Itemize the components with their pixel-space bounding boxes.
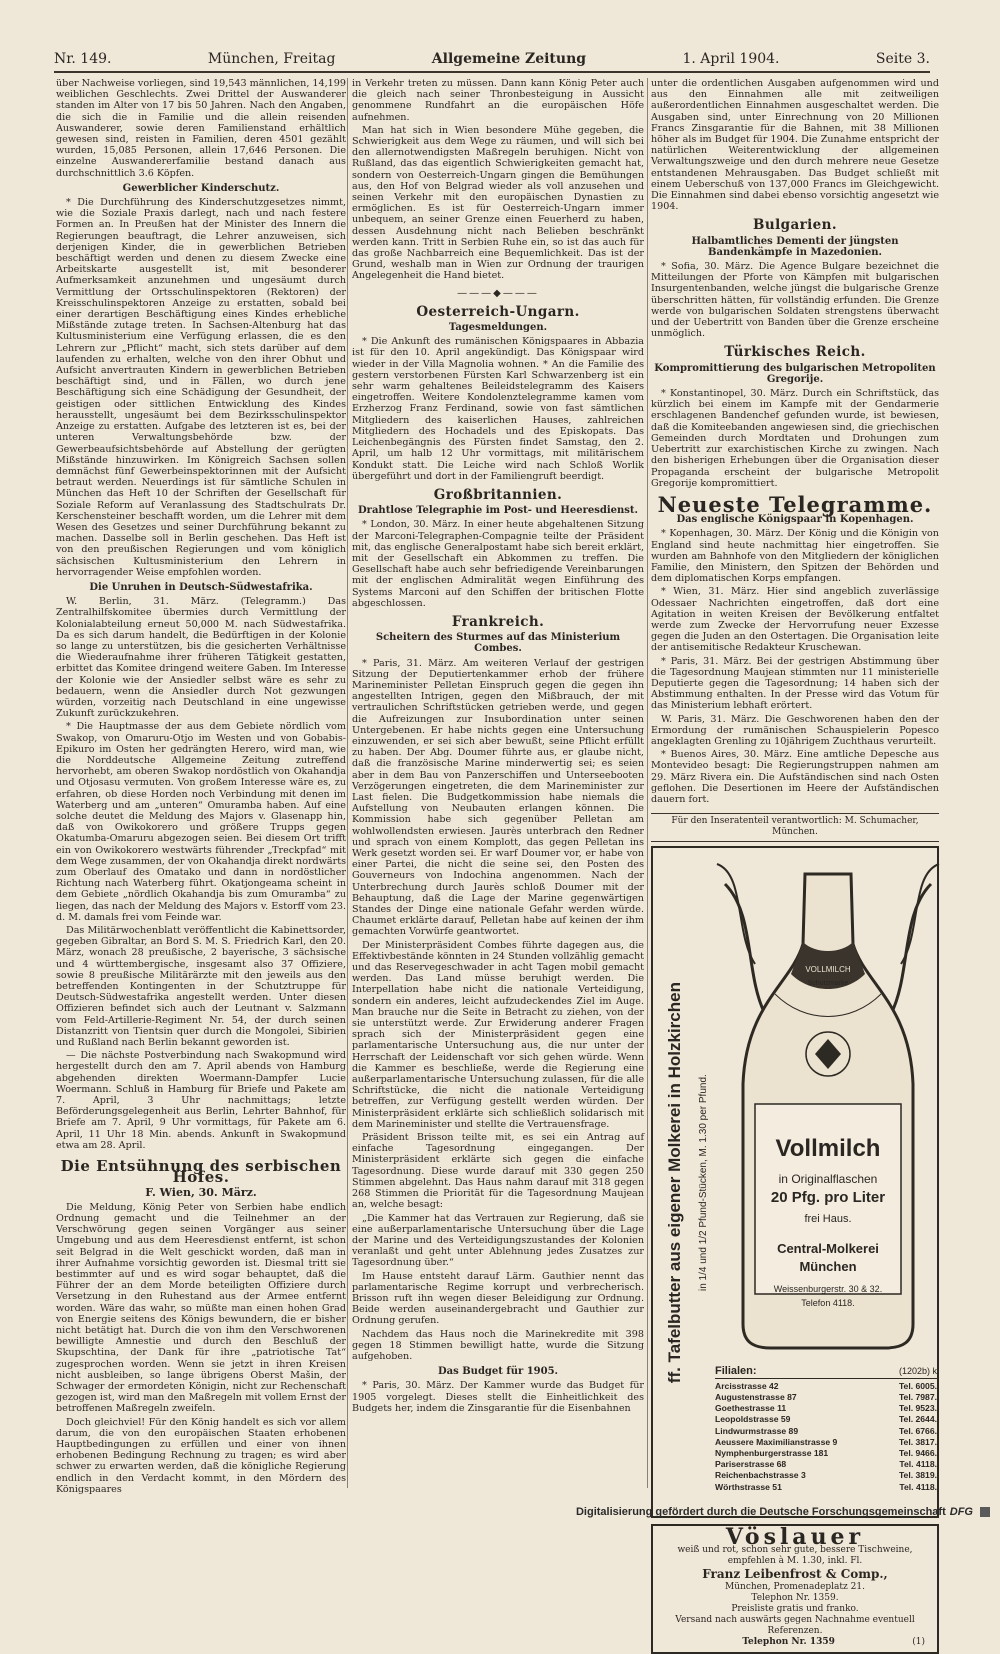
dateline: F. Wien, 30. März. bbox=[145, 1185, 257, 1199]
footer-logo: DFG bbox=[949, 1506, 973, 1518]
neck-label: VOLLMILCH bbox=[805, 964, 851, 974]
branch-title: Filialen: bbox=[715, 1364, 757, 1377]
article-paragraph: * Sofia, 30. März. Die Agence Bulgare bezeichnet die Mitteilungen der Pforte von Kämpfen mit bulgarischen Insurgentenbanden, welche jüngst die bulgarische Grenze überschritten hätten, für vollständig erfunden. Die Grenze werde von bulgarischen Soldaten strengstens überwacht und der Uebertritt von Banden über die Grenze erscheine unmöglich. bbox=[651, 261, 939, 340]
article-paragraph: „Die Kammer hat das Vertrauen zur Regierung, daß sie eine außerparlamentarische Untersuchung über die Lage der Marine und des Verteidigungszustandes der Kolonien veranlaßt und geht unter Ablehnung jedes Zusatzes zur Tagesordnung über.“ bbox=[352, 1212, 644, 1269]
advertising-notice: Für den Inseratenteil verantwortlich: M. Schumacher, München. bbox=[651, 813, 939, 841]
column-divider bbox=[647, 78, 648, 1488]
branch-street: Reichenbachstrasse 3 bbox=[715, 1470, 806, 1481]
column-divider bbox=[347, 78, 348, 1488]
milk-bottle-illustration bbox=[715, 854, 941, 1354]
column-1 bbox=[56, 78, 346, 1495]
branch-row bbox=[715, 1437, 937, 1448]
branch-tel: Tel. 2644. bbox=[898, 1414, 937, 1425]
article-paragraph: * Paris, 30. März. Der Kammer wurde das Budget für 1905 vorgelegt. Dieses stellt die Einheitlichkeit des Budgets her, indem die Zinsgarantie für die Eisenbahnen bbox=[352, 1380, 644, 1414]
branch-street: Nymphenburgerstrasse 181 bbox=[715, 1448, 829, 1459]
butter-ad-text: ff. Tafelbutter aus eigener Molkerei in Holzkirchen bbox=[665, 982, 685, 1384]
article-paragraph: Die Meldung, König Peter von Serbien habe endlich Ordnung gemacht und die Teilnehmer an der Verschwörung gegen seinen Vorgänger aus seiner Umgebung und aus dem Heeresdienst entfernt, ist schon seit Belgrad in die Welt geschickt worden, daß man in ihrer Aufnahme vorsichtig geworden ist. Diesmal tritt sie bestimmter auf und es wird sogar behauptet, daß die Führer der an dem Morde beteiligten Offiziere durch Versetzung in den Ruhestand aus der Armee entfernt worden. Wäre das wahr, so müßte man einen hohen Grad von Energie seitens des Königs bewundern, die er bisher nicht betätigt hat. Durch die von ihm den Verschworenen bewilligte Amnestie und durch den Beschluß der Skupschtina, der Dank für ihre „patriotische Tat“ zugesprochen worden. Wenn sie jetzt in ihren Kreisen nicht ausbleiben, so lange übrigens Oberst Mašin, der Schwager der ermordeten Königin, nicht zur Rechenschaft gezogen ist, wird man den Maßregeln mit vollem Ernst der betroffenen Maßregeln zweifeln. bbox=[56, 1201, 346, 1415]
wine-ad-title: Vöslauer bbox=[725, 1523, 865, 1550]
section-heading: Türkisches Reich. bbox=[724, 344, 866, 361]
article-paragraph: über Nachweise vorliegen, sind 19,543 männlichen, 14,199 weiblichen Geschlechts. Zwei Drittel der Auswanderer standen im Alter von 17 bis 50 Jahren. Nach den Angaben, die sich die in Familie und die allein reisenden Auswanderer, sowie deren Familienstand erhältlich gewesen sind, reisten in Familien, deren 4501 gezählt wurden, 15,085 Personen, allein 17,646 Personen. Die einzelne Auswandererfamilie bestand danach aus durchschnittlich 3.6 Köpfen. bbox=[56, 78, 346, 179]
company-name: Central-Molkerei bbox=[777, 1240, 879, 1256]
article-paragraph: Das Militärwochenblatt veröffentlicht die Kabinettsorder, gegeben Gibraltar, an Bord S. M. S. Friedrich Karl, den 20. März, wonach 28 preußische, 2 bayerische, 3 sächsische und 4 württembergische, insgesamt also 37 Offiziere, sowie 8 preußische Militärärzte mit den jeweils aus den betreffenden Kontingenten in der Schutztruppe für Deutsch-Südwestafrika angestellt werden. Unter diesen Offizieren befindet sich auch der Leutnant v. Salzmann vom Feld-Artillerie-Regiment Nr. 54, der durch seinen Distanzritt von Tientsin quer durch die Mongolei, Sibirien und Rußland nach Berlin bekannt geworden ist. bbox=[56, 925, 346, 1049]
subheading: Drahtlose Telegraphie im Post- und Heeresdienst. bbox=[358, 505, 638, 517]
branch-tel: Tel. 6005. bbox=[898, 1380, 937, 1391]
section-heading: Bulgarien. bbox=[753, 217, 837, 234]
wine-ad-line: weiß und rot, schon sehr gute, bessere Tischweine, empfehlen à M. 1.30, inkl. Fl. bbox=[677, 1544, 913, 1566]
branch-tel: Tel. 3817. bbox=[898, 1436, 937, 1447]
section-heading: Großbritannien. bbox=[433, 486, 563, 503]
wine-ad-line: München, Promenadeplatz 21. bbox=[725, 1582, 865, 1592]
branch-row bbox=[715, 1482, 937, 1493]
section-heading: Gewerblicher Kinderschutz. bbox=[122, 182, 280, 194]
branch-row bbox=[715, 1414, 937, 1425]
subheading: Das englische Königspaar in Kopenhagen. bbox=[676, 514, 914, 526]
milk-delivery: frei Haus. bbox=[804, 1212, 852, 1225]
article-paragraph: * London, 30. März. In einer heute abgehaltenen Sitzung der Marconi-Telegraphen-Compagnie teilte der Präsident mit, das englische Generalpostamt habe sich bereit erklärt, mit der Gesellschaft ein Abkommen zu treffen. Die Gesellschaft habe auch sehr befriedigende Vereinbarungen mit der englischen Admiralität wegen Einführung des Systems Marconi auf den Schiffen der britischen Flotte abgeschlossen. bbox=[352, 519, 644, 609]
company-city: München bbox=[799, 1258, 857, 1274]
section-heading: Neueste Telegramme. bbox=[657, 491, 933, 517]
branch-row bbox=[715, 1403, 937, 1414]
milk-advertisement bbox=[651, 846, 939, 1518]
milk-price: 20 Pfg. pro Liter bbox=[770, 1188, 886, 1206]
branch-street: Augustenstrasse 87 bbox=[715, 1392, 797, 1402]
article-paragraph: * Paris, 31. März. Am weiteren Verlauf der gestrigen Sitzung der Deputiertenkammer erhob der frühere Marineminister Pelletan Einspruch gegen die gegen ihn angestellten Intrigen, gegen den Mißbrauch, der mit vertraulichen Schriftstücken getrieben werde, und gegen die Aufreizungen zur Insubordination unter seinen Untergebenen. Er habe nichts gegen eine Untersuchung einzuwenden, er sei sich aber bewußt, seine Pflicht erfüllt zu haben. Der Abg. Doumer führte aus, er glaube nicht, daß die französische Marine minderwertig sei; es seien aber in dem Bau von Panzerschiffen und Unterseebooten Verzögerungen eingetreten, die dem Marineminister zur Last fielen. Die Budgetkommission habe niemals die Aufstellung von Neubauten erlangen können. Die Kommission habe sich gegenüber Pelletan am wohlwollendsten erwiesen. Jaurès unterbrach den Redner und sprach von einem Komplott, das gegen Pelletan ins Werk gesetzt worden sei. Er warf Doumer vor, er habe von einer Partei, die nicht die seine sei, den Posten des Gouverneurs von Indochina angenommen. Nach der Unterbrechung durch Jaurès schloß Doumer mit der Behauptung, daß die Lage der Marine gegenwärtigen Standes der Dinge eine nationale Gefahr werden würde. Chaumet erklärte darauf, Pelletan habe auf keinen der ihm gemachten Vorwürfe geantwortet. bbox=[352, 657, 644, 938]
wine-ad-code: (1) bbox=[912, 1637, 925, 1647]
branch-tel: Tel. 9466. bbox=[898, 1448, 937, 1459]
wine-ad-line: Preisliste gratis und franko. bbox=[731, 1604, 859, 1614]
issue-date: 1. April 1904. bbox=[682, 51, 780, 67]
city-day: München, Freitag bbox=[207, 51, 336, 67]
wine-ad-line: Telephon Nr. 1359. bbox=[751, 1593, 839, 1603]
article-paragraph: — Die nächste Postverbindung nach Swakopmund wird hergestellt durch den am 7. April abends von Hamburg abgehenden direkten Woermann-Dampfer Lucie Woermann. Schluß in Hamburg für Briefe und Pakete am 7. April, 3 Uhr nachmittags; letzte Beförderungsgelegenheit aus Berlin, Lehrter Bahnhof, für Briefe am 7. April, 9 Uhr vormittags, für Pakete am 6. April, 11 Uhr 18 Min. abends. Ankunft in Swakopmund etwa am 28. April. bbox=[56, 1050, 346, 1151]
branch-list-header bbox=[715, 1366, 937, 1379]
bottle-icon bbox=[715, 854, 941, 1354]
section-heading: Frankreich. bbox=[451, 613, 545, 630]
article-paragraph: * Die Ankunft des rumänischen Königspaares in Abbazia ist für den 10. April angekündigt. Das Königspaar wird wieder in der Villa Magnolia wohnen. * An die Familie des gestern verstorbenen Fürsten Karl Schwarzenberg ist ein sehr warm gehaltenes Beileidstelegramm des Kaisers eingetroffen. Weitere Kondolenztelegramme kamen vom Erzherzog Franz Ferdinand, sowie von fast sämtlichen Mitgliedern des kaiserlichen Hauses, zahlreichen Mitgliedern des Hochadels und des Episkopats. Das Leichenbegängnis des Fürsten findet Samstag, den 2. April, um halb 12 Uhr vormittags, mit militärischem Kondukt statt. Die Leiche wird nach Schloß Worlik übergeführt und dort in der Familiengruft beerdigt. bbox=[352, 336, 644, 482]
article-paragraph: * Die Hauptmasse der aus dem Gebiete nördlich vom Swakop, von Omaruru-Otjo im Westen und von Gobabis-Epikuro im Osten her gedrängten Herero, wird man, wie die Norddeutsche Allgemeine Zeitung zutreffend hervorhebt, am oberen Swakop nordöstlich von Okahandja und Otjosasu vermuten. Von großem Interesse wäre es, zu erfahren, ob diese Horden noch Verbindung mit denen im Waterberg und am „unteren“ Omuramba haben. Auf eine solche deutet die Meldung des Majors v. Glasenapp hin, daß von Owikokorero und größere Trupps gegen Okatumba-Omaruru abgezogen seien. Bei diesem Ort trifft ein von Owikokorero westwärts führender „Treckpfad“ mit dem Wege zusammen, der von Okahandja direkt nordwärts zum Oberlauf des Omatako und dann in nordöstlicher Richtung nach Waterberg führt. Okatjongeama scheint in dem Gebiete „nördlich Okahandja bis zum Omuramba“ zu liegen, das nach der Meldung des Majors v. Estorff vom 23. d. M. damals frei vom Feinde war. bbox=[56, 721, 346, 923]
article-paragraph: Der Ministerpräsident Combes führte dagegen aus, die Effektivbestände könnten in 24 Stunden vollzählig gemacht und das Reservegeschwader in acht Tagen mobil gemacht werden. Das Land müsse beruhigt werden. Die Interpellation habe nicht die nationale Verteidigung, sondern ein anderes, leicht aufzudeckendes Ziel im Auge. Man brauche nur die Seite in Betracht zu ziehen, von der sie unterstützt werde. Zur Erwiderung anderer Fragen sprach sich der Ministerpräsident gegen eine parlamentarische Untersuchung aus, die nur unter der Herrschaft der Leidenschaft vor sich gehen würde. Wenn die Kammer es beschließe, werde die Regierung eine außerparlamentarische Untersuchung zulassen, für die alle Schriftstücke, die nicht die nationale Verteidigung betreffen, zur Verfügung gestellt werden würden. Der Ministerpräsident erklärte sich schließlich solidarisch mit dem Marineminister und stellte die Vertrauensfrage. bbox=[352, 939, 644, 1130]
company-telephone: Telefon 4118. bbox=[801, 1297, 855, 1308]
branch-street: Arcisstrasse 42 bbox=[715, 1380, 779, 1391]
milk-subtitle: in Originalflaschen bbox=[778, 1171, 878, 1186]
branch-street: Wörthstrasse 51 bbox=[715, 1481, 782, 1492]
article-paragraph: Doch gleichviel! Für den König handelt es sich vor allem darum, die von den europäischen Staaten erhobenen Hauptbedingungen zu erfüllen und einer von ihnen erhobenen Bedingung Rechnung zu tragen; es wird aber schwer zu erwarten werden, daß die königliche Regierung endlich in den Verdacht kommt, in den Mördern des Königspaares bbox=[56, 1416, 346, 1495]
company-address: Weissenburgerstr. 30 & 32. bbox=[773, 1283, 883, 1294]
section-heading: Die Unruhen in Deutsch-Südwestafrika. bbox=[89, 581, 313, 593]
branch-row bbox=[715, 1426, 937, 1437]
article-paragraph: unter die ordentlichen Ausgaben aufgenommen wird und aus den Einnahmen alle mit zeitweiligen außerordentlichen Einnahmen ausgeschaltet werden. Die Ausgaben sind, unter Einrechnung von 20 Millionen Francs Zinsgarantie für die Bahnen, mit 38 Millionen höher als im Budget für 1904. Die Zunahme entspricht der natürlichen Weiterentwicklung der allgemeinen Verwaltungszweige und den durch mehrere neue Gesetze entstandenen Mehrausgaben. Das Budget schließt mit einem Ueberschuß von 137,000 Francs im Gleichgewicht. Die Einnahmen sind dabei ebenso vorsichtig angesetzt wie 1904. bbox=[651, 78, 939, 213]
milk-brand: Vollmilch bbox=[775, 1134, 881, 1162]
article-paragraph: Man hat sich in Wien besondere Mühe gegeben, die Schwierigkeit aus dem Wege zu räumen, und will sich bei den allernotwendigsten Maßregeln beruhigen. Nicht von Rußland, das das eigentlich Schwierigkeiten gemacht hat, sondern von Oesterreich-Ungarn gingen die Bemühungen aus, den Hof von Belgrad wieder als voll anzusehen und seinen Verkehr mit den europäischen Dynastien zu ermöglichen. Es ist für Oesterreich-Ungarn immer unbequem, an seiner Grenze einen Feuerherd zu haben, dessen Ausdehnung nicht nach Belieben beschränkt werden kann. Tritt in Serbien Ruhe ein, so ist das auch für das große Nachbarreich eine Bequemlichkeit. Das ist der Grund, weshalb man in Wien zur Ordnung der traurigen Angelegenheit die Hand bietet. bbox=[352, 124, 644, 282]
branch-street: Lindwurmstrasse 89 bbox=[715, 1425, 799, 1436]
wine-ad-phone: Telephon Nr. 1359 bbox=[742, 1637, 835, 1647]
branch-street: Aeussere Maximilianstrasse 9 bbox=[715, 1436, 838, 1447]
subheading: Halbamtliches Dementi der jüngsten Bandenkämpfe in Mazedonien. bbox=[691, 235, 899, 258]
branch-row bbox=[715, 1448, 937, 1459]
footer-text: Digitalisierung gefördert durch die Deutsche Forschungsgemeinschaft bbox=[575, 1506, 946, 1518]
subheading: Das Budget für 1905. bbox=[437, 1366, 559, 1378]
article-paragraph: * Kopenhagen, 30. März. Der König und die Königin von England sind heute nachmittag hier eingetroffen. Sie wurden am Bahnhofe von den Mitgliedern der königlichen Familie, den Ministern, den Spitzen der Behörden und dem diplomatischen Korps empfangen. bbox=[651, 528, 939, 585]
article-paragraph: Nachdem das Haus noch die Marinekredite mit 398 gegen 18 Stimmen bewilligt hatte, wurde die Sitzung aufgehoben. bbox=[352, 1328, 644, 1362]
branch-tel: Tel. 6766. bbox=[898, 1425, 937, 1436]
branch-street: Goethestrasse 11 bbox=[715, 1403, 787, 1414]
branch-street: Pariserstrasse 68 bbox=[715, 1459, 787, 1470]
branch-row bbox=[715, 1381, 937, 1392]
butter-ad-subline bbox=[693, 858, 713, 1508]
branch-row bbox=[715, 1392, 937, 1403]
branch-row bbox=[715, 1459, 937, 1470]
branch-tel: Tel. 4118. bbox=[899, 1459, 937, 1470]
article-paragraph: * Konstantinopel, 30. März. Durch ein Schriftstück, das kürzlich bei einem im Kampfe mit der Gendarmerie erschlagenen Bandenchef gefunden wurde, ist bewiesen, daß die Komiteebanden angewiesen sind, die griechischen Gemeinden durch Mordtaten und Drohungen zum Uebertritt zur exarchistischen Kirche zu zwingen. Nach den bisherigen Erhebungen über die Organisation dieser Propaganda erscheint der bulgarische Metropolit Gregorije kompromittiert. bbox=[651, 388, 939, 489]
article-paragraph: Präsident Brisson teilte mit, es sei ein Antrag auf einfache Tagesordnung eingegangen. Der Ministerpräsident erklärte sich gegen die einfache Tagesordnung. Diese wurde darauf mit 330 gegen 250 Stimmen abgelehnt. Das Haus nahm darauf mit 318 gegen 268 Stimmen die Priorität für die Tagesordnung Maujean an, welche besagt: bbox=[352, 1132, 644, 1211]
branch-tel: Tel. 9523. bbox=[898, 1403, 937, 1414]
article-paragraph: * Die Durchführung des Kinderschutzgesetzes nimmt, wie die Soziale Praxis darlegt, nach und nach festere Formen an. In Preußen hat der Minister des Innern die Regierungen beauftragt, die Lehrer anzuweisen, sich derjenigen Kinder, die in gewerblichen Betrieben beschäftigt werden und denen zu diesem Zwecke eine Arbeitskarte ausgestellt ist, mit besonderer Aufmerksamkeit anzunehmen und ungesäumt durch Vermittlung der Ortsschulinspektoren (Rektoren) der Kreisschulinspektoren Anzeige zu erstatten, sobald bei einer derartigen Beschäftigung eines Kindes erhebliche Mißstände zutage treten. In Sachsen-Altenburg hat das Kultusministerium eine Verfügung erlassen, die es den Lehrern zur „Pflicht“ macht, sich stets darüber auf dem laufenden zu erhalten, welche von den ihrer Obhut und Aufsicht anvertrauten Kindern in gewerblichen Betrieben beschäftigt sind, und in Fällen, wo durch jene Beschäftigung sich eine Schädigung der Gesundheit, der geistigen oder sittlichen Entwicklung des Kindes herausstellt, ungesäumt bei dem Bezirksschulinspektor Anzeige zu erstatten. Aufgabe des letzteren ist es, bei der unteren Verwaltungsbehörde bzw. der Gewerbeaufsichtsbehörde auf Abstellung der gerügten Mißstände hinzuwirken. Im Königreich Sachsen sollen demnächst fünf Gewerbeinspektorinnen mit der Aufsicht betraut werden. Neuerdings ist für sämtliche Schulen in München das Heft 10 der Schriften der Gesellschaft für Soziale Reform auf Veranlassung des Stadtschulrats Dr. Kerschensteiner beschafft worden, um die Lehrer mit dem Wesen des Gesetzes und seiner Durchführung bekannt zu machen. Dasselbe soll in Berlin geschehen. Das Heft ist von den preußischen Regierungen und vom königlich sächsischen Kultusministerium den Lehrern in hervorragender Weise empfohlen worden. bbox=[56, 197, 346, 578]
branch-street: Leopoldstrasse 59 bbox=[715, 1414, 791, 1425]
digitization-footer bbox=[520, 1504, 990, 1520]
page-number: Seite 3. bbox=[875, 51, 930, 67]
dfg-icon bbox=[980, 1507, 990, 1517]
branch-row bbox=[715, 1470, 937, 1481]
column-2 bbox=[352, 78, 644, 1490]
ad-code: (1202b) k bbox=[898, 1365, 937, 1376]
butter-ad-subtext: in 1/4 und 1/2 Pfund-Stücken, M. 1.30 per Pfund. bbox=[697, 1074, 709, 1291]
subheading: Scheitern des Sturmes auf das Ministerium Combes. bbox=[375, 632, 621, 655]
article-paragraph: * Wien, 31. März. Hier sind angeblich zuverlässige Odessaer Nachrichten eingetroffen, daß dort eine Agitation in weiten Kreisen der Bevölkerung entfaltet werde zum Zwecke der Hervorrufung neuer Exzesse gegen die Juden an den Ostertagen. Die Organisation leite der antisemitische Redakteur Kruschewan. bbox=[651, 586, 939, 654]
trademark-label: Schutzmarke bbox=[807, 979, 849, 987]
article-title: Die Entsühnung des serbischen Hofes. bbox=[60, 1157, 342, 1187]
subheading: Kompromittierung des bulgarischen Metropoliten Gregorije. bbox=[654, 362, 936, 385]
branch-list bbox=[715, 1366, 937, 1493]
section-heading: Oesterreich-Ungarn. bbox=[416, 303, 580, 320]
butter-ad-vertical bbox=[655, 858, 695, 1508]
ornament-divider: ———◆——— bbox=[457, 287, 539, 299]
wine-ad-footer bbox=[653, 1637, 937, 1648]
branch-tel: Tel. 7987. bbox=[898, 1392, 937, 1402]
masthead: Allgemeine Zeitung bbox=[431, 51, 587, 67]
page-header bbox=[54, 48, 930, 70]
article-paragraph: in Verkehr treten zu müssen. Dann kann König Peter auch die gleich nach seiner Thronbesteigung in Aussicht genommene Rundfahrt an die europäischen Höfe aufnehmen. bbox=[352, 78, 644, 123]
wine-advertisement bbox=[651, 1524, 939, 1654]
subheading: Tagesmeldungen. bbox=[448, 322, 548, 334]
branch-tel: Tel. 3819. bbox=[898, 1470, 937, 1481]
article-paragraph: Im Hause entsteht darauf Lärm. Gauthier nennt das parlamentarische Regime korrupt und verbrecherisch. Brisson ruft ihn wegen dieser Beleidigung zur Ordnung. Beide werden auseinandergebracht und Gauthier zur Ordnung gerufen. bbox=[352, 1270, 644, 1327]
article-paragraph: * Buenos Aires, 30. März. Eine amtliche Depesche aus Montevideo besagt: Die Regierungstruppen nahmen am 29. März Rivera ein. Die Aufständischen sind nach Osten geflohen. Die Desertionen im Heere der Aufständischen dauern fort. bbox=[651, 749, 939, 805]
wine-ad-firm: Franz Leibenfrost & Comp., bbox=[702, 1566, 888, 1581]
wine-ad-line: Versand nach auswärts gegen Nachnahme eventuell Referenzen. bbox=[675, 1615, 915, 1636]
issue-number: Nr. 149. bbox=[54, 51, 112, 67]
branch-tel: Tel. 4118. bbox=[899, 1481, 937, 1492]
article-paragraph: W. Berlin, 31. März. (Telegramm.) Das Zentralhilfskomitee übermies durch Vermittlung der Kolonialabteilung erneut 50,000 M. nach Südwestafrika. Da es sich darum handelt, die Bedürftigen in der Kolonie so lange zu unterstützen, bis die gesicherten Verhältnisse die Wiederaufnahme ihrer früheren Tätigkeit gestatten, erbittet das Komitee dringend weitere Gaben. Im Interesse der Kolonie wie der Ansiedler selbst wäre es sehr zu bedauern, wenn die Ansiedler durch Not gezwungen würden, vorzeitig nach Deutschland in eine ungewisse Zukunft zurückzukehren. bbox=[56, 596, 346, 720]
article-paragraph: W. Paris, 31. März. Die Geschworenen haben den der Ermordung der rumänischen Schauspielerin Popesco angeklagten Grenling zu 10jährigem Zuchthaus verurteilt. bbox=[651, 713, 939, 747]
article-paragraph: * Paris, 31. März. Bei der gestrigen Abstimmung über die Tagesordnung Maujean stimmten nur 11 ministerielle Deputierte gegen die Tagesordnung; 14 haben sich der Abstimmung enthalten. In der Presse wird das Votum für das Ministerium lebhaft erörtert. bbox=[651, 655, 939, 712]
header-rule bbox=[54, 71, 930, 73]
